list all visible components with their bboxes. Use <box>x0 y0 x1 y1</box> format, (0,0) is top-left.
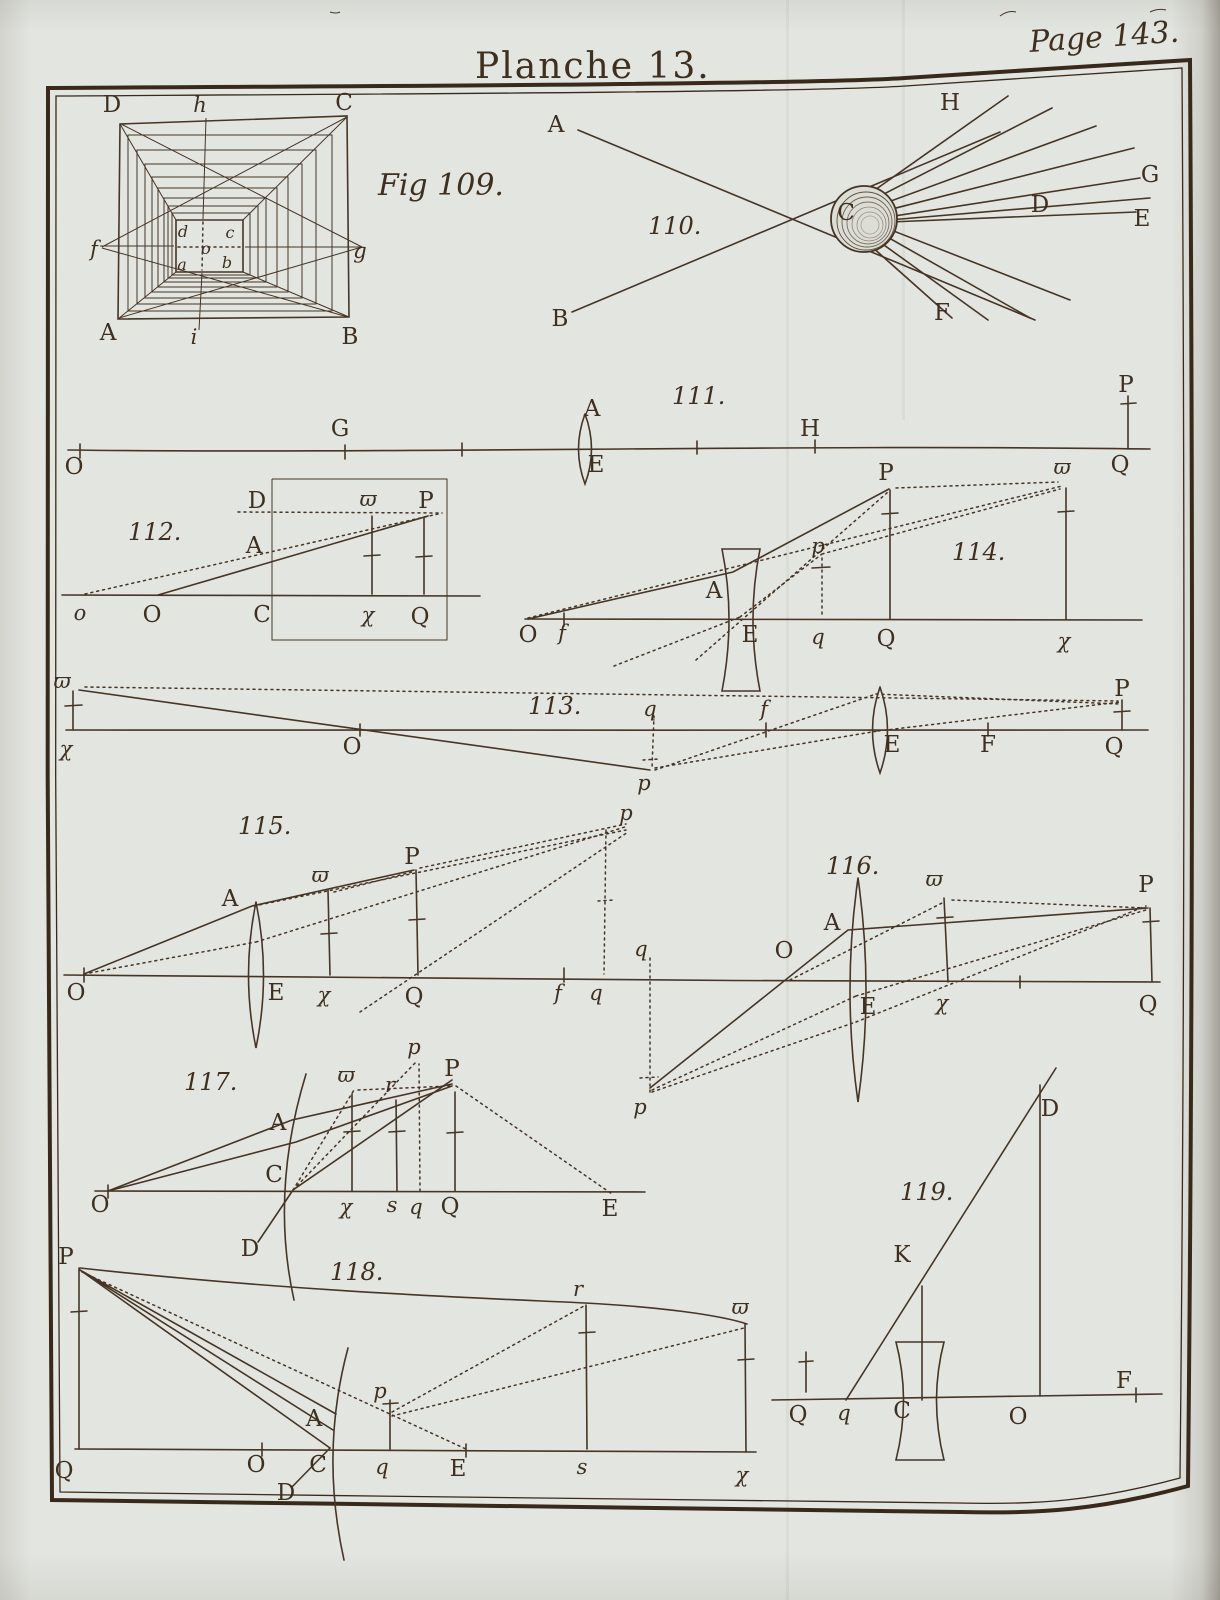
figure-118 <box>55 1244 756 1560</box>
point-label: q <box>589 981 603 1005</box>
point-label: q <box>409 1195 423 1219</box>
point-label: A <box>245 533 263 559</box>
point-label: A <box>305 1406 323 1432</box>
point-label: E <box>859 994 877 1020</box>
point-label: f <box>760 697 768 721</box>
point-label: f <box>554 981 562 1005</box>
point-label: E <box>1133 206 1151 232</box>
point-label: q <box>375 1455 389 1479</box>
point-label: O <box>774 938 794 964</box>
point-label: E <box>741 622 759 648</box>
paper-mark <box>330 12 340 13</box>
point-label: C <box>837 200 855 226</box>
point-label: P <box>878 460 894 486</box>
point-label: p <box>373 1379 387 1403</box>
point-label: C <box>335 90 353 116</box>
figure-115 <box>64 801 1160 1048</box>
paper-fold-crease <box>786 0 789 1600</box>
point-label: h <box>193 93 207 117</box>
point-label: B <box>551 306 569 332</box>
point-label: χ <box>735 1463 749 1487</box>
point-label: D <box>1040 1096 1060 1122</box>
point-label: q <box>837 1401 851 1425</box>
figure-caption: 111. <box>672 382 726 410</box>
point-label: D <box>1030 192 1050 218</box>
plate-title: Planche 13. <box>475 46 711 87</box>
point-label: p <box>811 534 825 558</box>
point-label: A <box>705 578 723 604</box>
paper-mark <box>1000 12 1016 17</box>
figure-119 <box>772 1068 1162 1460</box>
point-label: o <box>73 601 87 625</box>
point-label: ϖ <box>925 867 943 891</box>
point-label: Q <box>410 604 430 630</box>
point-label: ϖ <box>337 1063 355 1087</box>
point-label: A <box>99 320 117 346</box>
point-label: χ <box>339 1195 353 1219</box>
point-label: H <box>939 90 961 116</box>
point-label: q <box>634 937 648 961</box>
point-label: F <box>934 300 950 326</box>
point-label: P <box>1138 872 1154 898</box>
point-label: P <box>404 844 420 870</box>
point-label: D <box>102 92 122 118</box>
point-label: d <box>177 222 189 241</box>
point-label: Q <box>1104 734 1124 760</box>
point-label: P <box>58 1244 74 1270</box>
point-label: A <box>269 1110 287 1136</box>
point-label: b <box>221 253 233 272</box>
point-label: g <box>353 239 367 263</box>
point-label: A <box>823 910 841 936</box>
figure-caption: 112. <box>128 518 182 546</box>
point-label: E <box>267 980 285 1006</box>
figure-caption: 118. <box>330 1258 384 1286</box>
point-label: O <box>1008 1404 1028 1430</box>
point-label: f <box>90 237 98 261</box>
point-label: Q <box>1138 992 1158 1018</box>
point-label: o <box>201 239 211 258</box>
point-label: p <box>637 771 651 795</box>
point-label: C <box>253 602 271 628</box>
point-label: r <box>572 1277 584 1301</box>
figure-112 <box>62 479 480 640</box>
point-label: D <box>240 1236 260 1262</box>
figure-caption: 114. <box>952 538 1006 566</box>
point-label: H <box>799 416 821 442</box>
point-label: s <box>576 1455 588 1479</box>
point-label: p <box>619 801 633 825</box>
point-label: ϖ <box>1053 455 1071 479</box>
point-label: Q <box>1110 452 1130 478</box>
point-label: ϖ <box>311 863 329 887</box>
point-label: χ <box>361 603 375 627</box>
point-label: O <box>90 1192 110 1218</box>
point-label: O <box>142 602 162 628</box>
point-label: K <box>893 1242 911 1268</box>
point-label: c <box>225 223 235 242</box>
point-label: q <box>811 625 825 649</box>
point-label: χ <box>317 983 331 1007</box>
point-label: χ <box>935 991 949 1015</box>
convex-lens <box>850 878 866 1102</box>
point-label: χ <box>1057 629 1071 653</box>
figure-109 <box>88 90 504 350</box>
point-label: Q <box>440 1194 460 1220</box>
figure-caption: 116. <box>826 852 880 880</box>
point-label: G <box>1140 162 1160 188</box>
point-label: O <box>518 622 538 648</box>
point-label: E <box>601 1196 619 1222</box>
figure-116 <box>633 852 1159 1119</box>
point-label: a <box>177 255 187 274</box>
point-label: q <box>643 697 657 721</box>
figure-caption: 113. <box>528 692 582 720</box>
point-label: P <box>1114 676 1130 702</box>
mirror-arc <box>284 1074 306 1300</box>
figure-110 <box>547 90 1160 332</box>
point-label: F <box>1116 1368 1132 1394</box>
figure-111 <box>65 372 1150 484</box>
figure-caption: 115. <box>238 812 292 840</box>
point-label: D <box>276 1480 296 1506</box>
point-label: O <box>64 454 84 480</box>
point-label: ϖ <box>359 487 377 511</box>
point-label: s <box>386 1193 398 1217</box>
point-label: Q <box>404 984 424 1010</box>
point-label: C <box>265 1162 283 1188</box>
point-label: C <box>309 1452 327 1478</box>
point-label: ϖ <box>53 669 71 693</box>
point-label: E <box>587 452 605 478</box>
point-label: i <box>190 325 198 349</box>
point-label: F <box>980 732 996 758</box>
point-label: P <box>1118 372 1134 398</box>
paper-mark <box>1150 9 1166 12</box>
point-label: Q <box>54 1458 74 1484</box>
figure-114 <box>519 455 1142 691</box>
point-label: A <box>583 396 601 422</box>
point-label: G <box>330 416 350 442</box>
figure-caption: 110. <box>648 212 702 240</box>
page-number: Page 143. <box>1028 14 1181 60</box>
point-label: p <box>633 1095 647 1119</box>
point-label: E <box>883 732 901 758</box>
point-label: D <box>247 488 267 514</box>
figure-caption: Fig 109. <box>378 168 504 203</box>
figure-caption: 119. <box>900 1178 954 1206</box>
point-label: C <box>893 1398 911 1424</box>
point-label: B <box>341 324 359 350</box>
point-label: O <box>246 1452 266 1478</box>
figure-caption: 117. <box>184 1068 238 1096</box>
point-label: O <box>342 734 362 760</box>
point-label: ϖ <box>731 1295 749 1319</box>
point-label: Q <box>876 626 896 652</box>
point-label: O <box>66 980 86 1006</box>
convex-lens <box>249 902 264 1048</box>
point-label: E <box>449 1456 467 1482</box>
mirror-arc <box>333 1348 348 1560</box>
point-label: χ <box>59 737 73 761</box>
point-label: f <box>558 621 566 645</box>
point-label: r <box>384 1073 396 1097</box>
paper-fold-crease <box>902 0 905 420</box>
point-label: p <box>407 1035 421 1059</box>
point-label: A <box>221 886 239 912</box>
point-label: P <box>444 1056 460 1082</box>
point-label: P <box>418 488 434 514</box>
point-label: Q <box>788 1402 808 1428</box>
figure-113 <box>53 669 1148 795</box>
point-label: A <box>547 112 565 138</box>
